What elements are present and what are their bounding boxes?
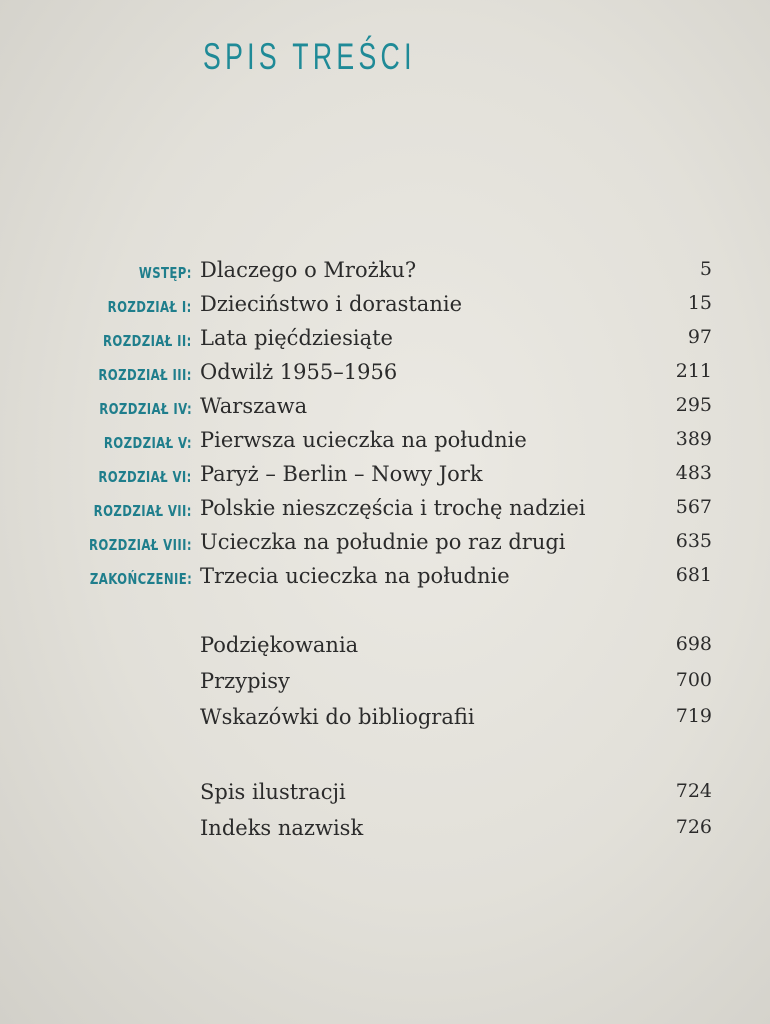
toc-entry [0, 530, 770, 564]
toc-entry-title: Odwilż 1955–1956 [200, 360, 398, 384]
toc-entry-label: ROZDZIAŁ V: [103, 434, 192, 452]
toc-entry [0, 462, 770, 496]
toc-entry-page: 567 [675, 496, 712, 518]
toc-entry-title: Warszawa [200, 394, 308, 418]
toc-entry-title: Przypisy [200, 669, 290, 693]
toc-entry-page: 15 [687, 292, 712, 314]
toc-entry [0, 360, 770, 394]
page-title: SPIS TREŚCI [203, 36, 416, 77]
toc-entry [0, 496, 770, 530]
toc-entry-title: Pierwsza ucieczka na południe [200, 428, 527, 452]
toc-back-matter-entry [0, 780, 770, 814]
toc-entry-title: Podziękowania [200, 633, 359, 657]
toc-entry-page: 700 [675, 669, 712, 691]
toc-entry-title: Polskie nieszczęścia i trochę nadziei [200, 496, 586, 520]
toc-entry-page: 97 [687, 326, 712, 348]
toc-entry-label: ROZDZIAŁ I: [108, 298, 192, 316]
toc-entry-title: Spis ilustracji [200, 780, 346, 804]
toc-entry-page: 389 [675, 428, 712, 450]
toc-entry-page: 635 [675, 530, 712, 552]
toc-entry [0, 394, 770, 428]
toc-entry [0, 428, 770, 462]
toc-entry-page: 211 [675, 360, 712, 382]
toc-entry-page: 719 [675, 705, 712, 727]
toc-entry [0, 258, 770, 292]
toc-entry [0, 564, 770, 598]
toc-entry-title: Indeks nazwisk [200, 816, 364, 840]
toc-back-matter-entry [0, 633, 770, 667]
toc-entry-page: 5 [699, 258, 712, 280]
toc-entry-page: 698 [675, 633, 712, 655]
toc-entry [0, 326, 770, 360]
toc-entry-page: 724 [675, 780, 712, 802]
toc-entry-title: Dzieciństwo i dorastanie [200, 292, 462, 316]
toc-entry [0, 292, 770, 326]
toc-entry-title: Lata pięćdziesiąte [200, 326, 393, 350]
toc-back-matter-entry [0, 705, 770, 739]
toc-entry-label: ROZDZIAŁ VII: [93, 502, 192, 520]
toc-entry-label: ZAKOŃCZENIE: [89, 570, 192, 588]
toc-entry-label: ROZDZIAŁ III: [98, 366, 192, 384]
toc-entry-label: ROZDZIAŁ VIII: [89, 536, 192, 554]
toc-entry-title: Trzecia ucieczka na południe [200, 564, 510, 588]
toc-entry-page: 295 [675, 394, 712, 416]
toc-entry-label: ROZDZIAŁ IV: [99, 400, 192, 418]
toc-entry-page: 483 [675, 462, 712, 484]
toc-back-matter-entry [0, 816, 770, 850]
toc-entry-page: 726 [675, 816, 712, 838]
toc-entry-title: Paryż – Berlin – Nowy Jork [200, 462, 483, 486]
toc-back-matter-entry [0, 669, 770, 703]
toc-entry-title: Wskazówki do bibliografii [200, 705, 475, 729]
toc-entry-label: ROZDZIAŁ VI: [98, 468, 192, 486]
toc-entry-title: Dlaczego o Mrożku? [200, 258, 417, 282]
toc-entry-page: 681 [675, 564, 712, 586]
toc-entry-label: ROZDZIAŁ II: [103, 332, 192, 350]
toc-entry-label: WSTĘP: [139, 264, 192, 282]
toc-entry-title: Ucieczka na południe po raz drugi [200, 530, 566, 554]
